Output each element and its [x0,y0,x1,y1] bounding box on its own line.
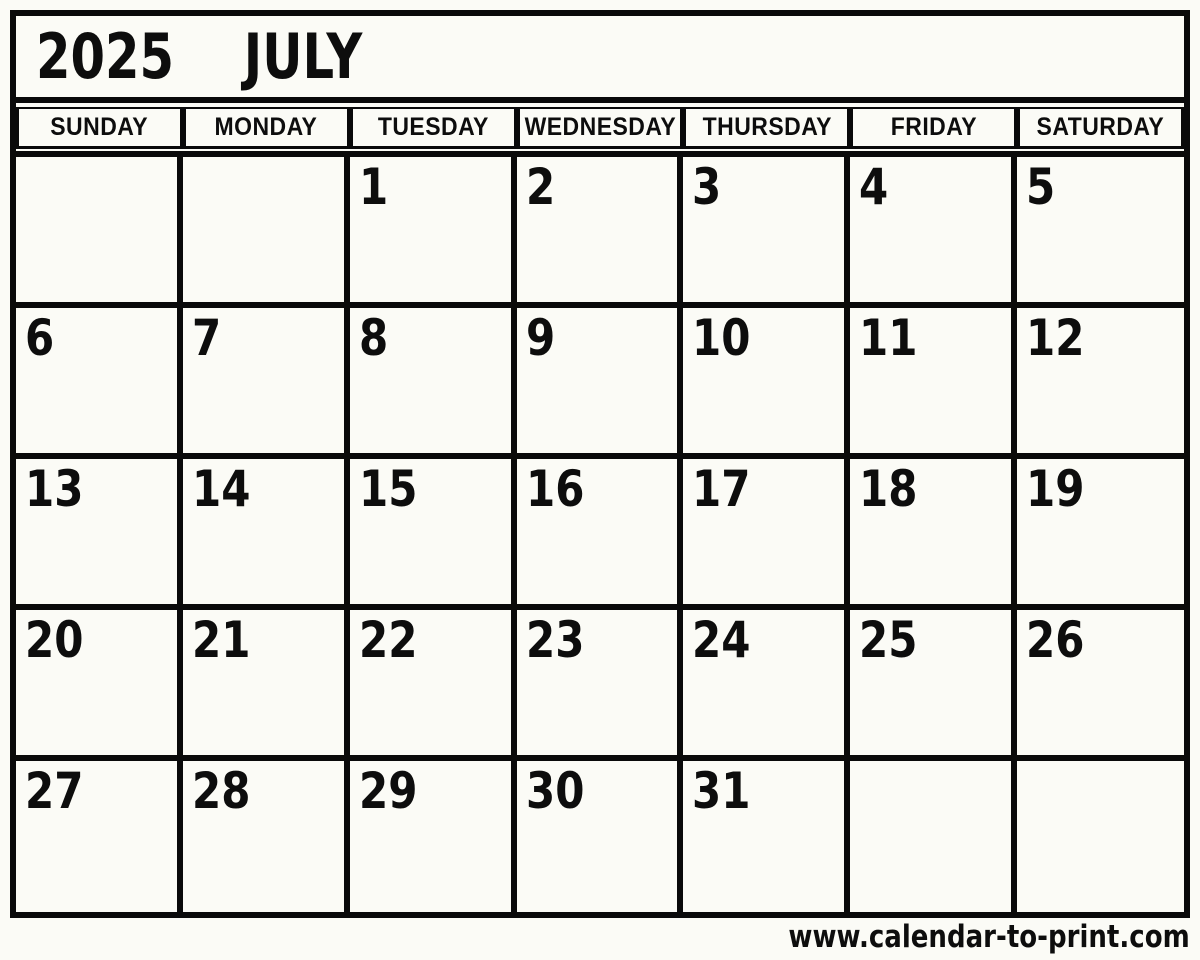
day-cell-17 [683,459,850,610]
weekday-header-label: SATURDAY [1036,113,1165,141]
day-number: 3 [692,158,722,216]
day-number: 19 [1026,460,1085,518]
weekday-header-label: SUNDAY [50,113,149,141]
weekday-header-sunday [16,107,183,149]
day-cell-21 [183,610,350,761]
day-cell-27 [16,761,183,912]
weekday-header-saturday [1017,107,1184,149]
day-number: 7 [191,309,222,367]
day-number: 11 [859,309,918,367]
day-number: 23 [525,611,585,669]
day-cell-22 [350,610,517,761]
weekday-header-row [16,107,1184,149]
title-bar [16,16,1184,103]
day-cell-empty [1017,761,1184,912]
day-number: 27 [25,762,84,820]
day-number: 30 [525,762,585,820]
day-cell-8 [350,308,517,459]
day-number: 16 [525,460,585,518]
calendar-grid [16,151,1184,912]
day-cell-7 [183,308,350,459]
weekday-header-wednesday [517,107,684,149]
day-number: 15 [358,460,418,518]
weekday-header-label: TUESDAY [377,113,489,141]
day-number: 14 [191,460,251,518]
day-number: 20 [25,611,84,669]
day-cell-1 [350,157,517,308]
day-cell-16 [517,459,684,610]
day-cell-18 [850,459,1017,610]
day-cell-6 [16,308,183,459]
day-number: 10 [692,309,751,367]
day-number: 18 [859,460,918,518]
weekday-header-label: MONDAY [214,113,318,141]
day-cell-19 [1017,459,1184,610]
weekday-header-monday [183,107,350,149]
day-number: 22 [358,611,418,669]
day-number: 5 [1026,158,1056,216]
day-number: 28 [191,762,251,820]
day-cell-23 [517,610,684,761]
day-cell-5 [1017,157,1184,308]
day-cell-14 [183,459,350,610]
day-cell-30 [517,761,684,912]
weekday-header-thursday [683,107,850,149]
day-number: 8 [358,309,388,367]
day-cell-31 [683,761,850,912]
day-number: 25 [859,611,918,669]
day-cell-2 [517,157,684,308]
day-cell-9 [517,308,684,459]
day-number: 21 [191,611,251,669]
day-cell-26 [1017,610,1184,761]
weekday-header-label: FRIDAY [890,113,977,141]
day-number: 31 [692,762,751,820]
day-cell-15 [350,459,517,610]
day-cell-20 [16,610,183,761]
day-cell-empty [16,157,183,308]
weekday-header-friday [850,107,1017,149]
weekday-header-tuesday [350,107,517,149]
day-cell-12 [1017,308,1184,459]
weekday-header-label: WEDNESDAY [524,113,676,141]
day-cell-empty [183,157,350,308]
day-number: 12 [1026,309,1085,367]
weekday-header-label: THURSDAY [702,113,832,141]
day-number: 24 [692,611,751,669]
day-cell-10 [683,308,850,459]
day-number: 17 [692,460,751,518]
day-number: 9 [525,309,555,367]
day-cell-empty [850,761,1017,912]
calendar [10,10,1190,918]
day-cell-13 [16,459,183,610]
day-cell-24 [683,610,850,761]
day-cell-11 [850,308,1017,459]
day-number: 1 [358,158,388,216]
day-cell-4 [850,157,1017,308]
day-number: 6 [25,309,55,367]
footer [712,916,1190,958]
day-number: 29 [358,762,418,820]
day-cell-3 [683,157,850,308]
day-number: 2 [525,158,555,216]
day-cell-25 [850,610,1017,761]
day-number: 4 [859,158,889,216]
day-number: 26 [1026,611,1085,669]
day-number: 13 [25,460,84,518]
day-cell-29 [350,761,517,912]
day-cell-28 [183,761,350,912]
calendar-title: 2025 JULY [36,19,363,93]
footer-url: www.calendar-to-print.com [788,919,1190,955]
